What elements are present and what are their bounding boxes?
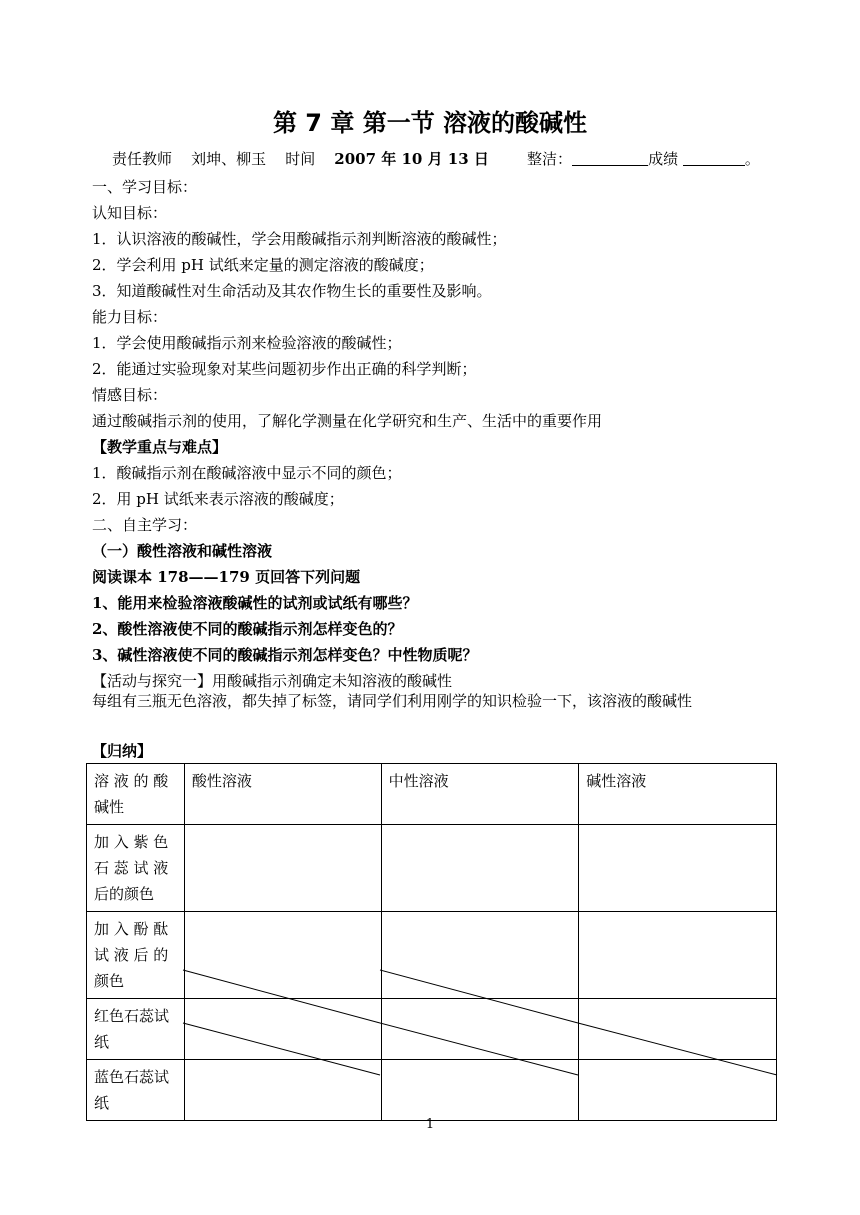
list-item: 2．用 pH 试纸来表示溶液的酸碱度；	[92, 490, 344, 508]
header-info	[112, 148, 760, 169]
table-row	[87, 825, 777, 912]
table-cell	[184, 825, 381, 912]
activity-heading: 【活动与探究一】用酸碱指示剂确定未知溶液的酸碱性	[92, 672, 453, 690]
score-label: 成绩	[648, 150, 679, 168]
section-heading: 一、学习目标：	[92, 178, 198, 196]
time-label: 时间	[285, 150, 316, 168]
table-cell	[579, 999, 777, 1060]
table-cell: 碱性溶液	[579, 764, 777, 825]
list-item: 1．酸碱指示剂在酸碱溶液中显示不同的颜色；	[92, 464, 402, 482]
subheading: 能力目标：	[92, 308, 168, 326]
table-cell: 加 入 紫 色 石 蕊 试 液 后的颜色	[87, 825, 185, 912]
question-item: 1、能用来检验溶液酸碱性的试剂或试纸有哪些？	[92, 594, 418, 612]
table-cell: 溶 液 的 酸 碱性	[87, 764, 185, 825]
page-title: 第 7 章 第一节 溶液的酸碱性	[272, 109, 588, 137]
question-item: 3、碱性溶液使不同的酸碱指示剂怎样变色？中性物质呢？	[92, 646, 478, 664]
summary-table	[86, 763, 777, 1121]
page-number: 1	[425, 1117, 435, 1132]
table-row	[87, 912, 777, 999]
score-blank	[683, 149, 745, 166]
subheading: 情感目标：	[92, 386, 168, 404]
table-cell: 红色石蕊试纸	[87, 999, 185, 1060]
teacher-label: 责任教师	[112, 150, 173, 168]
date-text: 2007 年 10 月 13 日	[334, 150, 489, 168]
list-item: 3．知道酸碱性对生命活动及其农作物生长的重要性及影响。	[92, 282, 492, 300]
table-cell	[579, 1060, 777, 1121]
paragraph: 阅读课本 178——179 页回答下列问题	[92, 568, 361, 586]
neatness-blank	[572, 149, 648, 166]
subheading: 【归纳】	[92, 742, 153, 760]
section-heading: 二、自主学习：	[92, 516, 198, 534]
question-item: 2、酸性溶液使不同的酸碱指示剂怎样变色的？	[92, 620, 403, 638]
table-row	[87, 999, 777, 1060]
table-cell	[381, 912, 579, 999]
list-item: 2．学会利用 pH 试纸来定量的测定溶液的酸碱度；	[92, 256, 434, 274]
subheading: 【教学重点与难点】	[92, 438, 228, 456]
table-cell	[184, 1060, 381, 1121]
list-item: 2．能通过实验现象对某些问题初步作出正确的科学判断；	[92, 360, 477, 378]
table-row	[87, 764, 777, 825]
table-cell: 蓝色石蕊试纸	[87, 1060, 185, 1121]
table-cell: 加 入 酚 酞 试 液 后 的 颜色	[87, 912, 185, 999]
table-cell	[381, 1060, 579, 1121]
neatness-label: 整洁：	[527, 150, 573, 168]
end-mark: 。	[744, 150, 760, 168]
subheading: 认知目标：	[92, 204, 168, 222]
paragraph: 通过酸碱指示剂的使用，了解化学测量在化学研究和生产、生活中的重要作用	[92, 412, 603, 430]
table-cell	[579, 912, 777, 999]
subheading: （一）酸性溶液和碱性溶液	[92, 542, 273, 560]
list-item: 1．认识溶液的酸碱性，学会用酸碱指示剂判断溶液的酸碱性；	[92, 230, 507, 248]
teacher-names: 刘坤、柳玉	[191, 150, 267, 168]
table-cell	[579, 825, 777, 912]
table-cell: 酸性溶液	[184, 764, 381, 825]
table-cell	[184, 999, 381, 1060]
table-row	[87, 1060, 777, 1121]
paragraph: 每组有三瓶无色溶液，都失掉了标签，请同学们利用刚学的知识检验一下，该溶液的酸碱性	[92, 692, 693, 710]
table-cell	[381, 825, 579, 912]
table-cell	[184, 912, 381, 999]
table-cell	[381, 999, 579, 1060]
list-item: 1．学会使用酸碱指示剂来检验溶液的酸碱性；	[92, 334, 402, 352]
table-cell: 中性溶液	[381, 764, 579, 825]
